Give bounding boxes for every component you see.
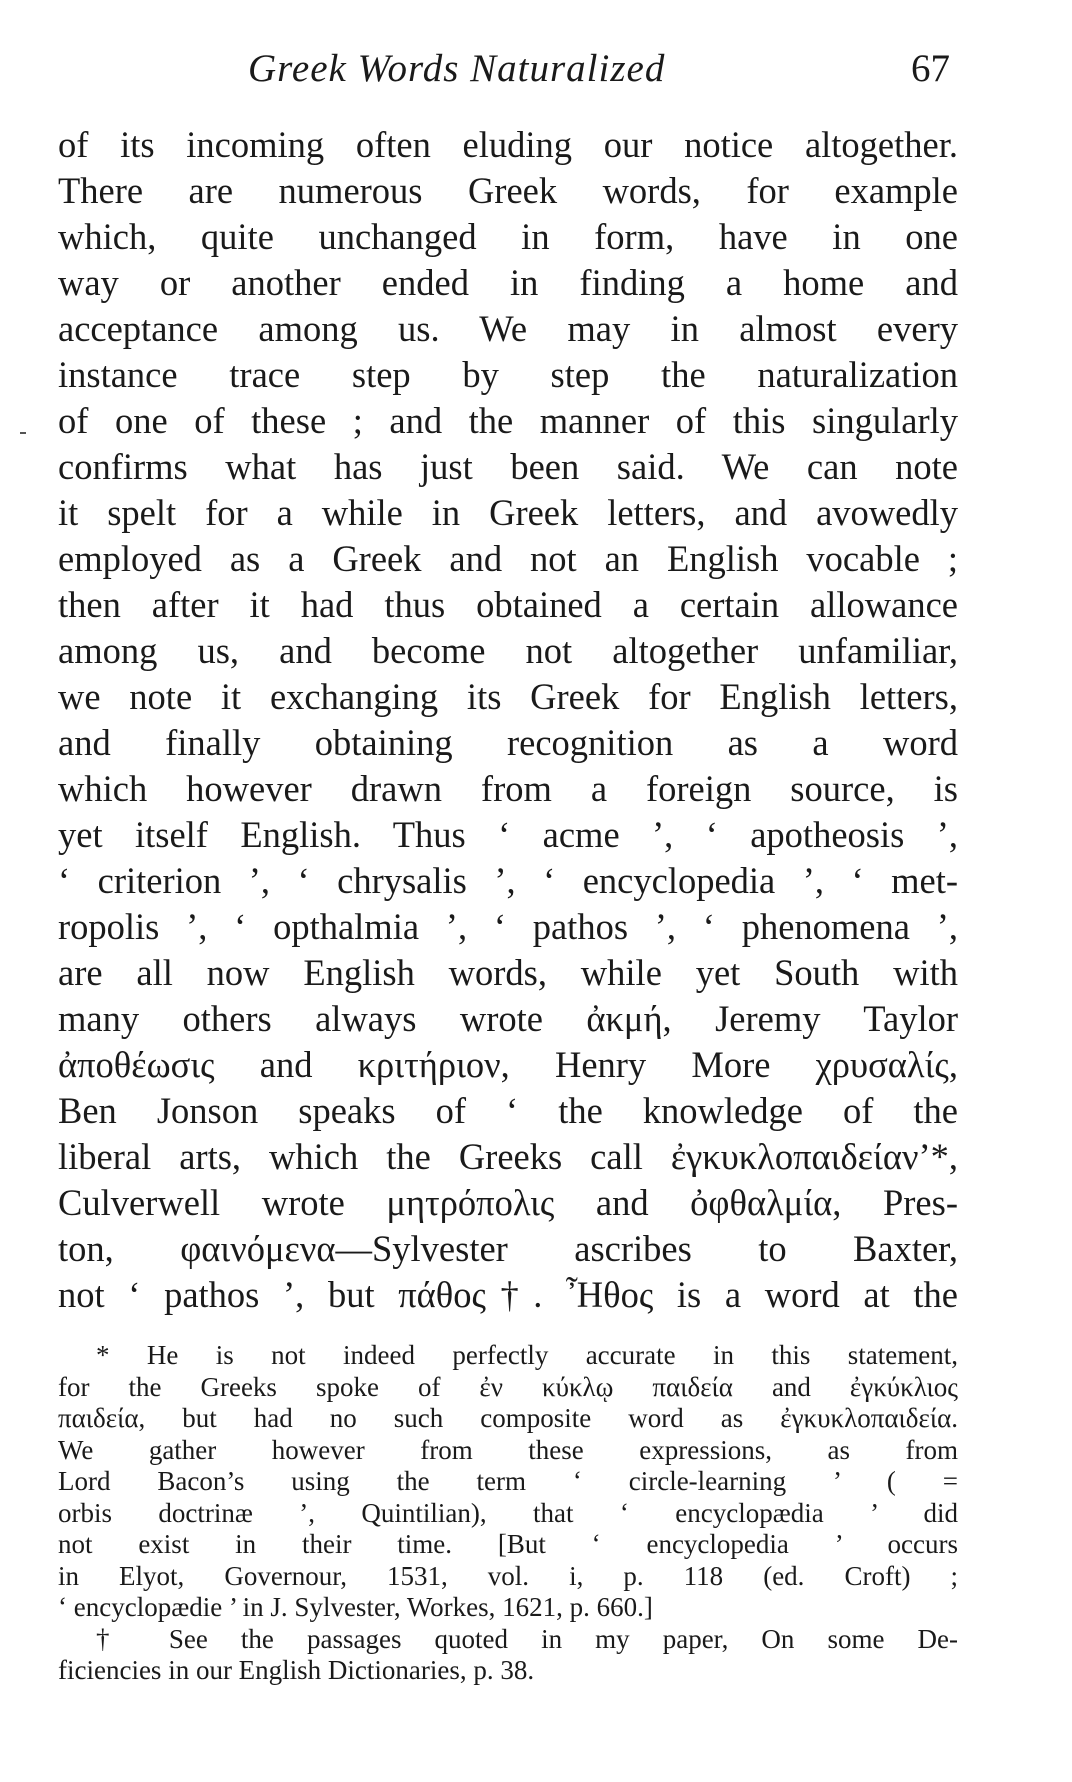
body-line: of one of these ; and the manner of this singularly [58, 400, 958, 441]
page-number: 67 [911, 47, 950, 90]
footnote-line: * He is not indeed perfectly accurate in this statement, [96, 1340, 958, 1370]
body-line: among us, and become not altogether unfamiliar, [58, 630, 958, 671]
body-line: There are numerous Greek words, for example [58, 170, 958, 211]
body-line: way or another ended in finding a home and [58, 262, 958, 303]
body-line: Ben Jonson speaks of ‘ the knowledge of the [58, 1090, 958, 1131]
footnote-line: Lord Bacon’s using the term ‘ circle-learning ’ ( = [58, 1466, 958, 1496]
body-text [58, 122, 958, 1318]
body-line: acceptance among us. We may in almost every [58, 308, 958, 349]
body-line: ἀποθέωσις and κριτήριον, Henry More χρυσαλίς, [58, 1044, 958, 1085]
body-line: Culverwell wrote μητρόπολις and ὀφθαλμία, Pres- [58, 1182, 958, 1223]
body-line: which however drawn from a foreign source, is [58, 768, 958, 809]
footnote-line: ficiencies in our English Dictionaries, p. 38. [58, 1655, 535, 1685]
footnote-line: for the Greeks spoke of ἐν κύκλῳ παιδεία and ἐγκύκλιος [58, 1371, 958, 1402]
footnote-line: in Elyot, Governour, 1531, vol. i, p. 118 (ed. Croft) ; [58, 1560, 958, 1591]
footnotes [58, 1340, 958, 1687]
body-line: instance trace step by step the naturalization [58, 354, 958, 395]
body-line: and finally obtaining recognition as a word [58, 722, 958, 763]
body-line: ‘ criterion ’, ‘ chrysalis ’, ‘ encyclopedia ’, ‘ met- [58, 860, 958, 901]
body-line: which, quite unchanged in form, have in one [58, 216, 958, 257]
body-line: ton, φαινόμενα—Sylvester ascribes to Baxter, [58, 1228, 958, 1269]
body-line: employed as a Greek and not an English vocable ; [58, 538, 958, 579]
body-line: ropolis ’, ‘ opthalmia ’, ‘ pathos ’, ‘ phenomena ’, [58, 906, 958, 947]
body-line: not ‘ pathos ’, but πάθος†. Ἦθος is a word at the [58, 1274, 958, 1315]
margin-mark [20, 432, 26, 434]
body-line: it spelt for a while in Greek letters, and avowedly [58, 492, 958, 533]
body-line: liberal arts, which the Greeks call ἐγκυκλοπαιδείαν’*, [58, 1136, 958, 1177]
book-page [58, 38, 958, 1687]
body-line: many others always wrote ἀκμή, Jeremy Taylor [58, 998, 958, 1039]
body-line: of its incoming often eluding our notice altogether. [58, 124, 958, 165]
footnote-line: We gather however from these expressions, as from [58, 1434, 958, 1465]
footnote-line: παιδεία, but had no such composite word as ἐγκυκλοπαιδεία. [58, 1403, 958, 1433]
body-line: confirms what has just been said. We can note [58, 446, 958, 487]
footnote-line: † See the passages quoted in my paper, On some De- [96, 1623, 958, 1654]
running-head: Greek Words Naturalized [248, 47, 666, 90]
body-line: are all now English words, while yet South with [58, 952, 958, 993]
page-header [58, 38, 958, 108]
body-line: yet itself English. Thus ‘ acme ’, ‘ apotheosis ’, [58, 814, 958, 855]
body-line: then after it had thus obtained a certain allowance [58, 584, 958, 625]
footnote-line: orbis doctrinæ ’, Quintilian), that ‘ encyclopædia ’ did [58, 1497, 958, 1528]
footnote-line: not exist in their time. [But ‘ encyclopedia ’ occurs [58, 1529, 958, 1559]
body-line: we note it exchanging its Greek for English letters, [58, 676, 958, 717]
footnote-line: ‘ encyclopædie ’ in J. Sylvester, Workes, 1621, p. 660.] [58, 1592, 653, 1622]
